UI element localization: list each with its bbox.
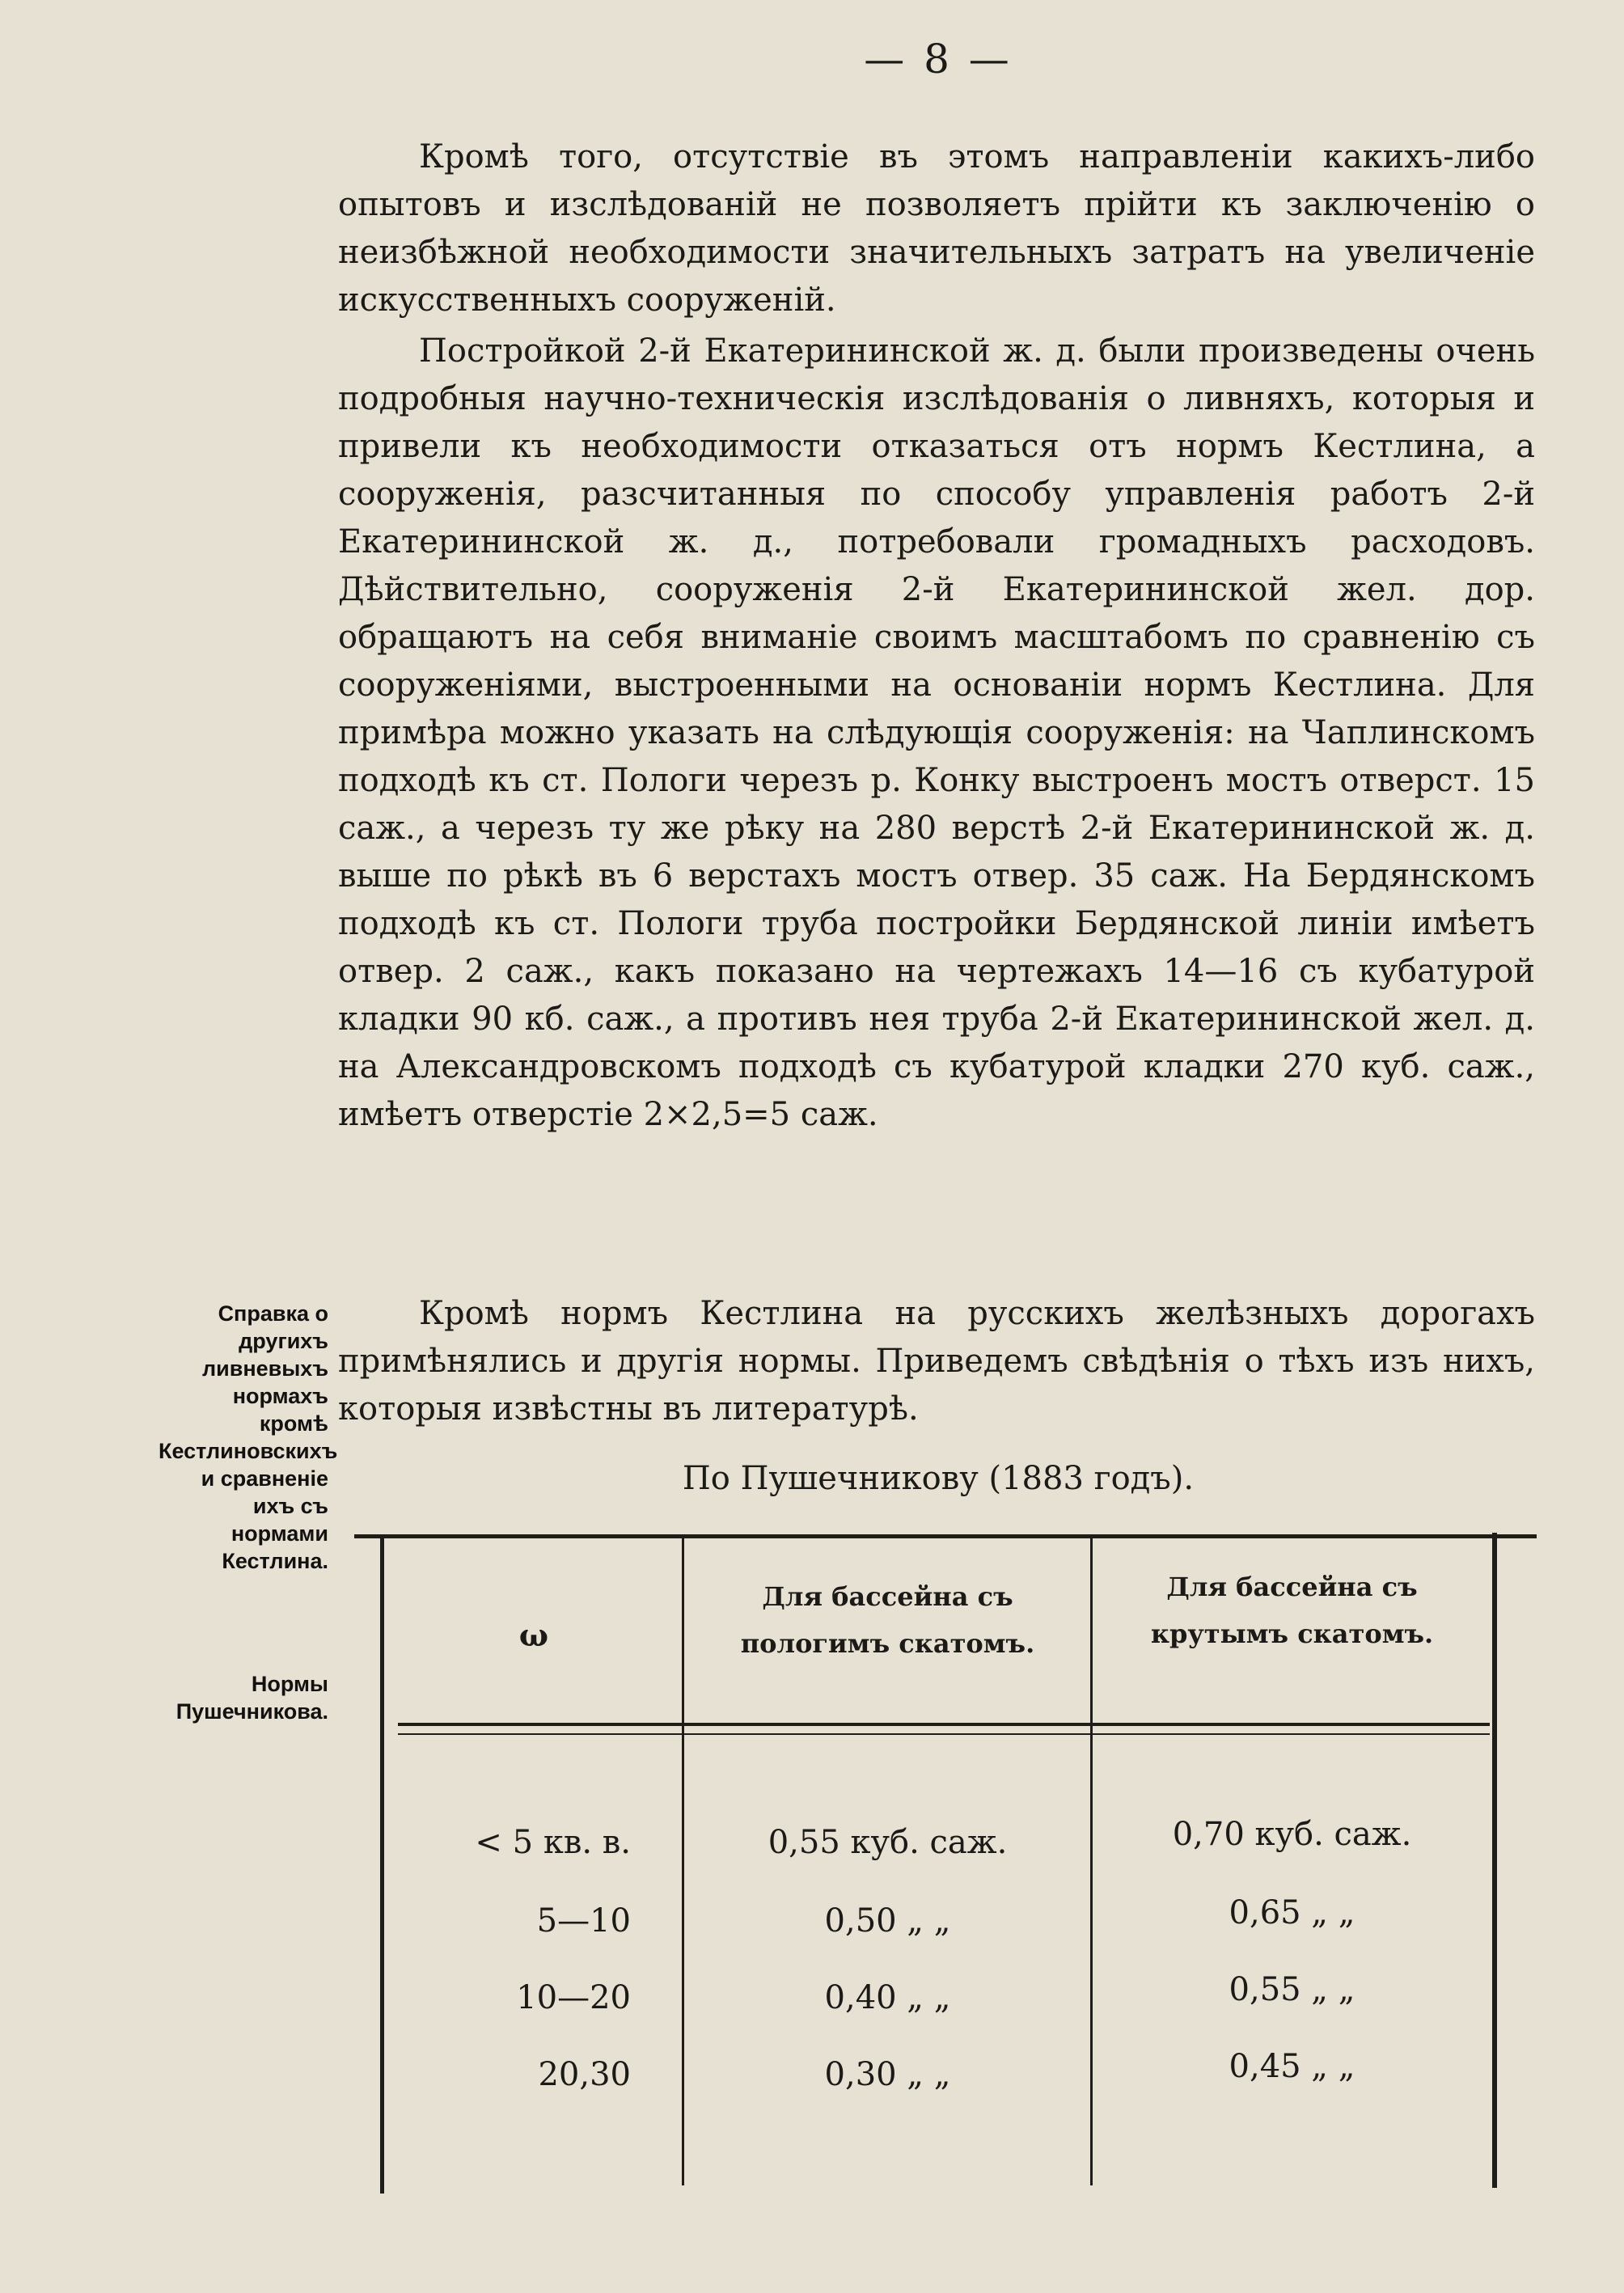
table-header-rule [398,1723,1490,1726]
table-border-left [380,1534,384,2194]
table-cell-steep: 0,65 „ „ [1229,1894,1355,1931]
table-cell-area: 5—10 [536,1902,631,1940]
table-cell-gentle: 0,55 куб. саж. [768,1824,1008,1861]
table-cell-steep: 0,55 „ „ [1229,1971,1355,2008]
table-cell-area: 20,30 [538,2056,631,2093]
table-cell-gentle: 0,50 „ „ [824,1902,951,1940]
table-cell-gentle: 0,40 „ „ [824,1979,951,2016]
table-header-omega: ω [518,1617,549,1653]
table-cell-gentle: 0,30 „ „ [824,2056,951,2093]
table-top-rule [354,1534,1537,1538]
table-header-rule-thin [398,1733,1490,1735]
table-header-gentle-slope: Для бассейна съ пологимъ скатомъ. [740,1581,1035,1659]
table-header-steep-slope: Для бассейна съ крутымъ скатомъ. [1150,1572,1434,1649]
table-column-divider-1 [682,1534,684,2185]
table-caption: По Пушечникову (1883 годъ). [682,1460,1195,1497]
margin-note-pushechnikov: Нормы Пушечникова. [176,1672,328,1724]
table-border-right [1492,1533,1497,2188]
paragraph-1: Кромѣ того, отсутствіе въ этомъ направленіи какихъ-либо опытовъ и изслѣдованій не позволяетъ прійти къ заключенію о неизбѣжной необходимости значительныхъ затратъ на увеличеніе искусственныхъ сооруженій. [338,138,1535,319]
table-cell-steep: 0,45 „ „ [1229,2048,1355,2085]
paragraph-2: Постройкой 2-й Екатерининской ж. д. были произведены очень подробныя научно-техническія изслѣдованія о ливняхъ, которыя и привели къ необходимости отказаться отъ нормъ Кестлина, а сооруженія, разсчитанныя по способу управленія работъ 2-й Екатерининской ж. д., потребовали громадныхъ расходовъ. Дѣйствительно, сооруженія 2-й Екатерининской жел. дор. обращаютъ на себя вниманіе своимъ масштабомъ по сравненію съ сооруженіями, выстроенными на основаніи нормъ Кестлина. Для примѣра можно указать на слѣдующія сооруженія: на Чаплинскомъ подходѣ къ ст. Пологи черезъ р. Конку выстроенъ мостъ отверст. 15 саж., а черезъ ту же рѣку на 280 верстѣ 2-й Екатерининской ж. д. выше по рѣкѣ въ 6 верстахъ мостъ отвер. 35 саж. На Бердянскомъ подходѣ къ ст. Пологи труба постройки Бердянской линіи имѣетъ отвер. 2 саж., какъ показано на чертежахъ 14—16 съ кубатурой кладки 90 кб. саж., а противъ нея труба 2-й Екатерининской жел. д. на Александровскомъ подходѣ съ кубатурой кладки 270 куб. саж., имѣетъ отверстіе 2×2,5=5 саж. [338,332,1535,1133]
table-cell-area: < 5 кв. в. [475,1824,631,1861]
table-cell-area: 10—20 [516,1979,631,2016]
paragraph-3: Кромѣ нормъ Кестлина на русскихъ желѣзныхъ дорогахъ примѣнялись и другія нормы. Приведемъ свѣдѣнія о тѣхъ изъ нихъ, которыя извѣстны въ литературѣ. [338,1295,1535,1428]
page-number: — 8 — [864,36,1013,82]
table-cell-steep: 0,70 куб. саж. [1172,1816,1412,1853]
margin-note-other-norms: Справка о другихъ ливневыхъ нормахъ кромѣ Кестлиновскихъ и сравненіе ихъ съ нормами Кестлина. [159,1301,338,1573]
table-column-divider-2 [1090,1534,1093,2185]
